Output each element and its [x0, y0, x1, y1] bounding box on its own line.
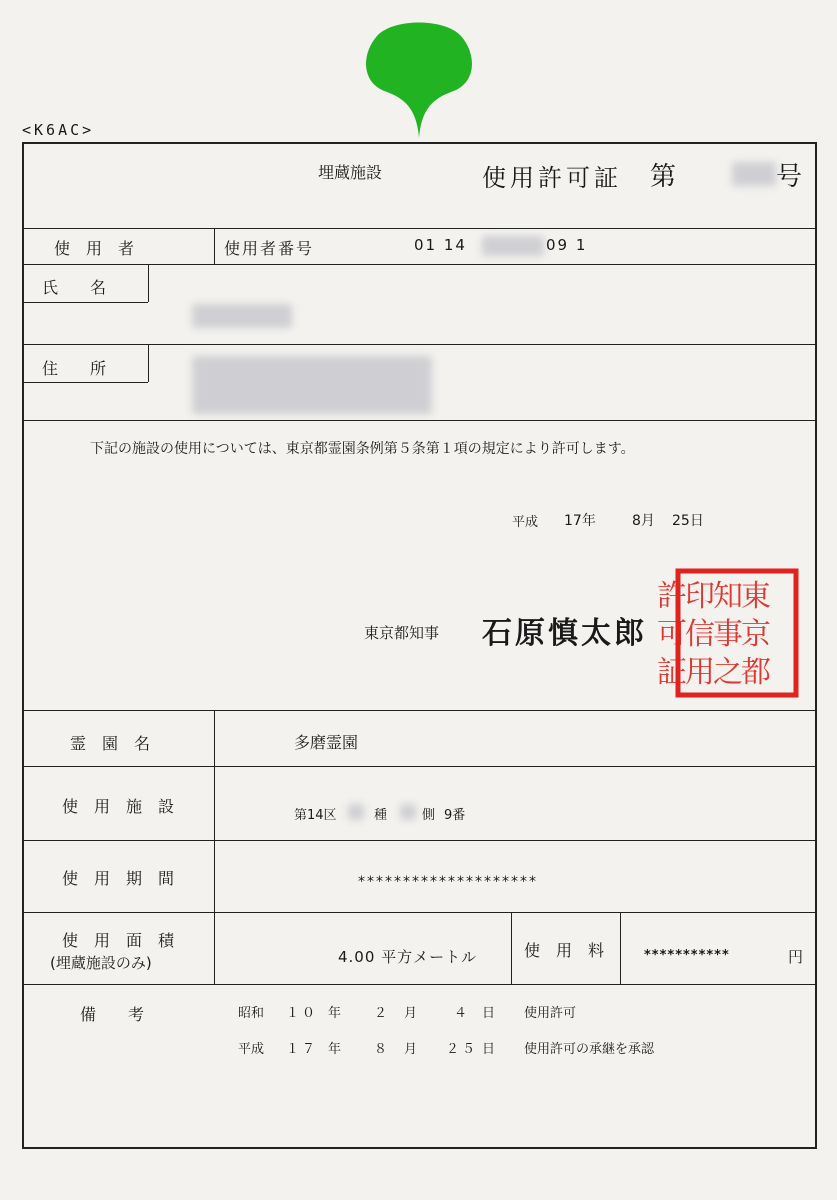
seal-glyph: 証	[657, 655, 687, 690]
divider	[214, 710, 215, 984]
logo-leaf-shape	[366, 23, 472, 139]
divider	[24, 228, 815, 229]
user-label: 使 用 者	[54, 239, 135, 258]
period-value: ********************	[358, 874, 538, 890]
divider	[24, 382, 148, 383]
facility-type-mark: 種	[374, 808, 388, 823]
seal-glyph: 用	[685, 655, 715, 690]
redacted-address	[192, 356, 432, 414]
facility-label: 使 用 施 設	[62, 797, 175, 816]
remark-note: 使用許可の承継を承認	[524, 1042, 655, 1057]
seal-glyph: 之	[713, 655, 743, 690]
redacted-certificate-number	[732, 162, 776, 186]
divider	[148, 264, 149, 302]
user-number-part1: 01 14	[414, 236, 467, 254]
divider	[511, 912, 512, 984]
seal-glyph: 京	[741, 617, 771, 652]
divider	[24, 984, 815, 985]
user-number-part2: 09 1	[546, 236, 588, 254]
official-seal-stamp	[657, 568, 799, 698]
remark-month: ８	[374, 1042, 388, 1057]
issue-date-month: 8月	[632, 513, 655, 529]
facility-side: 側	[422, 808, 436, 823]
number-suffix: 号	[776, 162, 803, 192]
remark-day-unit: 日	[482, 1006, 496, 1021]
divider	[24, 840, 815, 841]
fee-value: ***********	[644, 948, 730, 963]
seal-glyph: 知	[713, 579, 743, 614]
governor-name: 石原慎太郎	[482, 616, 647, 651]
divider	[214, 228, 215, 264]
issue-date-year: 17年	[564, 513, 596, 529]
facility-ward: 第14区	[294, 808, 337, 823]
remark-day: ４	[454, 1006, 468, 1021]
redacted-user-number	[482, 236, 544, 256]
tokyo-ginkgo-logo-icon	[361, 14, 477, 140]
divider	[24, 710, 815, 711]
divider	[24, 766, 815, 767]
seal-glyph: 事	[713, 617, 743, 652]
remark-note: 使用許可	[524, 1006, 577, 1021]
period-label: 使 用 期 間	[62, 869, 175, 888]
remark-era: 平成	[238, 1042, 265, 1057]
remark-month-unit: 月	[404, 1042, 418, 1057]
form-code: <K6AC>	[22, 121, 95, 139]
seal-glyph: 都	[741, 655, 771, 690]
divider	[620, 912, 621, 984]
area-label: 使 用 面 積	[62, 931, 175, 950]
governor-title: 東京都知事	[364, 624, 440, 642]
certificate-title: 使用許可証	[482, 164, 622, 192]
facility-number: 9番	[444, 808, 466, 823]
area-sublabel: (埋蔵施設のみ)	[50, 954, 152, 972]
seal-glyph: 信	[685, 617, 715, 652]
seal-glyph: 印	[685, 579, 715, 614]
remark-year: １０	[286, 1006, 319, 1021]
divider	[148, 344, 149, 382]
area-value: 4.00 平方メートル	[338, 948, 478, 966]
permission-statement: 下記の施設の使用については、東京都霊園条例第５条第１項の規定により許可します。	[90, 441, 635, 457]
cemetery-label: 霊 園 名	[70, 734, 151, 753]
remark-era: 昭和	[238, 1006, 265, 1021]
remark-year-unit: 年	[328, 1006, 342, 1021]
issue-date-day: 25日	[672, 513, 704, 529]
divider	[24, 420, 815, 421]
divider	[24, 302, 148, 303]
divider	[24, 264, 815, 265]
remark-year: １７	[286, 1042, 319, 1057]
redacted-facility-part	[400, 804, 416, 820]
remark-month-unit: 月	[404, 1006, 418, 1021]
seal-glyph: 可	[657, 617, 687, 652]
divider	[24, 344, 815, 345]
remark-day-unit: 日	[482, 1042, 496, 1057]
divider	[24, 912, 815, 913]
user-number-label: 使用者番号	[224, 239, 315, 258]
redacted-name	[192, 304, 292, 328]
issue-date-era: 平成	[512, 515, 539, 530]
seal-glyph: 許	[657, 579, 687, 614]
remark-month: ２	[374, 1006, 388, 1021]
address-label: 住 所	[42, 359, 107, 378]
name-label: 氏 名	[42, 278, 107, 297]
fee-label: 使 用 料	[524, 941, 605, 960]
number-prefix: 第	[650, 162, 677, 192]
remarks-label: 備 考	[80, 1005, 145, 1024]
fee-unit: 円	[788, 948, 804, 966]
remark-year-unit: 年	[328, 1042, 342, 1057]
facility-type: 埋蔵施設	[318, 163, 383, 182]
redacted-facility-part	[348, 804, 364, 820]
remark-day: ２５	[446, 1042, 479, 1057]
seal-glyph: 東	[741, 579, 771, 614]
cemetery-value: 多磨霊園	[294, 733, 359, 752]
